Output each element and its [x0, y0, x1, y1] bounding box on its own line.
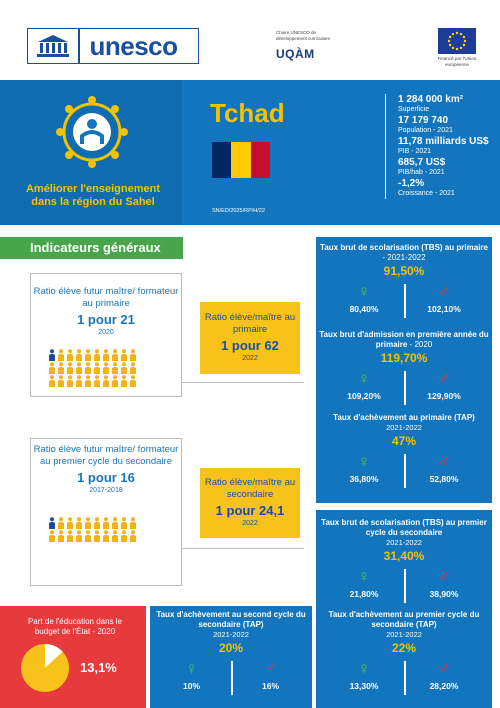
student-icon — [57, 374, 65, 386]
student-icon — [84, 348, 92, 360]
student-icon — [93, 348, 101, 360]
gender-split — [318, 659, 490, 691]
eu-star — [449, 36, 451, 38]
student-icon — [66, 529, 74, 541]
female-value: 36,80% — [349, 474, 379, 484]
stat-value: 11,78 milliards US$ — [398, 136, 489, 147]
indicator-year: - 2020 — [407, 340, 433, 349]
eu-star — [452, 47, 454, 49]
student-icon — [93, 361, 101, 373]
stat-label: Population - 2021 — [398, 127, 453, 134]
indicator-total: 119,70% — [380, 351, 428, 365]
secondary-future-ratio — [32, 444, 180, 494]
student-icon — [57, 529, 65, 541]
student-icon — [120, 516, 128, 528]
ratio-year: 2020 — [98, 329, 114, 336]
indicator-year: - 2021-2022 — [382, 253, 426, 262]
eu-flag-icon — [438, 28, 476, 54]
gender-divider — [404, 371, 406, 405]
indicator-total: 47% — [391, 434, 417, 448]
male-cell — [404, 369, 484, 401]
female-cell — [324, 567, 404, 599]
indicator-title — [318, 330, 490, 350]
ratio-label: Ratio élève/maître au secondaire — [204, 477, 296, 500]
male-icon: ♂ — [437, 369, 451, 388]
uqam-wordmark: UQÀM — [276, 47, 315, 61]
student-icon — [120, 529, 128, 541]
student-icon — [66, 361, 74, 373]
student-icon — [129, 529, 137, 541]
student-icon — [93, 374, 101, 386]
gender-split — [318, 567, 490, 599]
female-icon: ♀ — [185, 659, 198, 678]
female-cell — [324, 369, 404, 401]
unesco-temple-icon — [28, 29, 78, 63]
student-icon — [111, 516, 119, 528]
budget-value: 13,1% — [80, 660, 117, 675]
female-icon: ♀ — [357, 659, 371, 678]
female-icon: ♀ — [357, 567, 371, 586]
male-cell — [231, 659, 310, 691]
female-icon: ♀ — [357, 282, 371, 301]
eu-caption: Financé par l'Union européenne — [437, 56, 477, 67]
country-name: Tchad — [210, 98, 285, 128]
indicator-total: 31,40% — [383, 549, 425, 563]
unesco-wordmark: unesco — [89, 30, 178, 61]
ratio-year: 2022 — [242, 355, 258, 362]
uqam-logo — [276, 30, 346, 61]
gender-divider — [404, 661, 406, 695]
student-icon — [84, 374, 92, 386]
connector-line — [182, 548, 304, 549]
male-icon: ♂ — [437, 659, 451, 678]
teacher-icon — [48, 348, 56, 360]
student-icon — [129, 516, 137, 528]
indicator-year: 2021-2022 — [386, 630, 422, 639]
country-stats — [385, 94, 495, 199]
male-value: 52,80% — [429, 474, 459, 484]
eu-logo — [432, 28, 482, 67]
eu-star — [452, 33, 454, 35]
indicator-title-text: Taux brut de scolarisation (TBS) au primaire — [320, 243, 488, 252]
budget-pie-chart — [20, 643, 70, 693]
student-icon — [120, 348, 128, 360]
eu-star — [448, 40, 450, 42]
flag-stripe-yellow — [231, 142, 250, 178]
eu-star — [463, 44, 465, 46]
female-cell — [324, 282, 404, 314]
sahel-emblem-icon — [54, 94, 130, 170]
female-value: 10% — [182, 681, 200, 691]
eu-star — [463, 36, 465, 38]
male-icon: ♂ — [437, 567, 451, 586]
female-cell — [152, 659, 231, 691]
unesco-logo — [27, 28, 199, 64]
student-icon — [102, 374, 110, 386]
student-icon — [84, 529, 92, 541]
student-icon — [111, 361, 119, 373]
document-reference: SN/ED/2025/RP/H/22 — [212, 208, 265, 214]
indicator-total: 91,50% — [383, 264, 425, 278]
connector-line — [182, 382, 304, 383]
indicator-title-text: Taux d'achèvement au primaire (TAP) — [333, 413, 475, 422]
male-value: 102,10% — [427, 304, 461, 314]
ratio-label: Ratio élève futur maître/ formateur au premier cycle du secondaire — [33, 444, 179, 467]
tap-primary-block — [318, 413, 490, 484]
stat-label: Croissance - 2021 — [398, 190, 455, 197]
female-icon: ♀ — [357, 369, 371, 388]
male-cell — [404, 452, 484, 484]
stat-label: PIB - 2021 — [398, 148, 432, 155]
student-icon — [84, 516, 92, 528]
student-icon — [102, 348, 110, 360]
eu-star — [449, 44, 451, 46]
male-cell — [404, 282, 484, 314]
indicator-year: 2021-2022 — [386, 423, 422, 432]
stat-label: Superficie — [398, 106, 430, 113]
gender-split — [318, 452, 490, 484]
stat-label: PIB/hab - 2021 — [398, 169, 445, 176]
ratio-label: Ratio élève futur maître/ formateur au primaire — [33, 286, 179, 309]
male-icon: ♂ — [437, 452, 451, 471]
student-icon — [48, 361, 56, 373]
gender-divider — [231, 661, 233, 695]
ratio-value: 1 pour 62 — [221, 338, 279, 353]
teacher-icon — [48, 516, 56, 528]
student-icon — [75, 374, 83, 386]
student-icon — [75, 348, 83, 360]
male-value: 16% — [261, 681, 279, 691]
stat-value: 685,7 US$ — [398, 157, 446, 168]
female-value: 13,30% — [349, 681, 379, 691]
student-icon — [102, 516, 110, 528]
ratio-value: 1 pour 24,1 — [215, 503, 285, 518]
student-icon — [57, 516, 65, 528]
hero-caption: Améliorer l'enseignement dans la région du Sahel — [25, 183, 161, 208]
indicator-title — [318, 243, 490, 263]
female-value: 80,40% — [349, 304, 379, 314]
student-icon — [120, 361, 128, 373]
female-value: 21,80% — [349, 589, 379, 599]
tbs-secondary-block — [318, 518, 490, 599]
student-icon — [102, 529, 110, 541]
student-icon — [57, 348, 65, 360]
student-icon — [66, 348, 74, 360]
eu-star — [456, 48, 458, 50]
student-icon — [66, 374, 74, 386]
indicator-title-text: Taux d'achèvement au second cycle du secondaire (TAP) — [156, 610, 306, 629]
tbs-primary-block — [318, 243, 490, 314]
student-icon — [48, 529, 56, 541]
secondary-ratio-box — [200, 468, 300, 538]
student-icon — [120, 374, 128, 386]
indicator-title-text: Taux d'achèvement au premier cycle du secondaire (TAP) — [328, 610, 480, 629]
gender-split — [152, 659, 310, 691]
ratio-value: 1 pour 21 — [77, 312, 135, 327]
stat-value: 1 284 000 km² — [398, 94, 464, 105]
primary-ratio-box — [200, 302, 300, 374]
general-indicators-title: Indicateurs généraux — [0, 237, 183, 259]
indicator-year: 2021-2022 — [386, 538, 422, 547]
student-icon — [129, 348, 137, 360]
secondary-people-grid — [48, 516, 137, 541]
flag-stripe-red — [251, 142, 270, 178]
female-cell — [324, 452, 404, 484]
flag-stripe-blue — [212, 142, 231, 178]
student-icon — [84, 361, 92, 373]
primary-future-ratio — [32, 286, 180, 336]
male-icon: ♂ — [437, 282, 451, 301]
eu-star — [456, 32, 458, 34]
student-icon — [111, 374, 119, 386]
student-icon — [48, 374, 56, 386]
student-icon — [75, 529, 83, 541]
eu-star — [464, 40, 466, 42]
gender-divider — [404, 569, 406, 603]
stat-value: 17 179 740 — [398, 115, 449, 126]
primary-people-grid — [48, 348, 137, 386]
male-icon: ♂ — [264, 659, 277, 678]
stat-value: -1,2% — [398, 178, 425, 189]
indicator-year: 2021-2022 — [213, 630, 249, 639]
student-icon — [75, 516, 83, 528]
indicator-title-text: Taux brut de scolarisation (TBS) au premier cycle du secondaire — [321, 518, 487, 537]
male-cell — [404, 659, 484, 691]
male-value: 28,20% — [429, 681, 459, 691]
student-icon — [93, 516, 101, 528]
male-cell — [404, 567, 484, 599]
tap-second-cycle-block — [152, 610, 310, 691]
budget-label: Part de l'éducation dans le budget de l'État - 2020 — [27, 617, 123, 636]
tba-primary-block — [318, 330, 490, 401]
indicator-total: 20% — [218, 641, 244, 655]
eu-star — [460, 47, 462, 49]
student-icon — [111, 348, 119, 360]
indicator-total: 22% — [391, 641, 417, 655]
female-icon: ♀ — [357, 452, 371, 471]
tap-secondary-block — [318, 610, 490, 691]
indicator-title-text: Taux brut d'admission en première année du primaire — [319, 330, 489, 349]
chad-flag — [212, 142, 270, 178]
male-value: 38,90% — [429, 589, 459, 599]
ratio-value: 1 pour 16 — [77, 470, 135, 485]
uqam-chair-text: Chaire UNESCO de développement curriculaire — [276, 30, 331, 41]
female-cell — [324, 659, 404, 691]
male-value: 129,90% — [427, 391, 461, 401]
ratio-year: 2017-2018 — [89, 487, 123, 494]
student-icon — [66, 516, 74, 528]
gender-divider — [404, 284, 406, 318]
student-icon — [57, 361, 65, 373]
student-icon — [102, 361, 110, 373]
female-value: 109,20% — [347, 391, 381, 401]
student-icon — [111, 529, 119, 541]
student-icon — [129, 374, 137, 386]
ratio-year: 2022 — [242, 520, 258, 527]
student-icon — [75, 361, 83, 373]
student-icon — [93, 529, 101, 541]
student-icon — [129, 361, 137, 373]
gender-divider — [404, 454, 406, 488]
ratio-label: Ratio élève/maître au primaire — [204, 312, 296, 335]
eu-star — [460, 33, 462, 35]
gender-split — [318, 282, 490, 314]
gender-split — [318, 369, 490, 401]
